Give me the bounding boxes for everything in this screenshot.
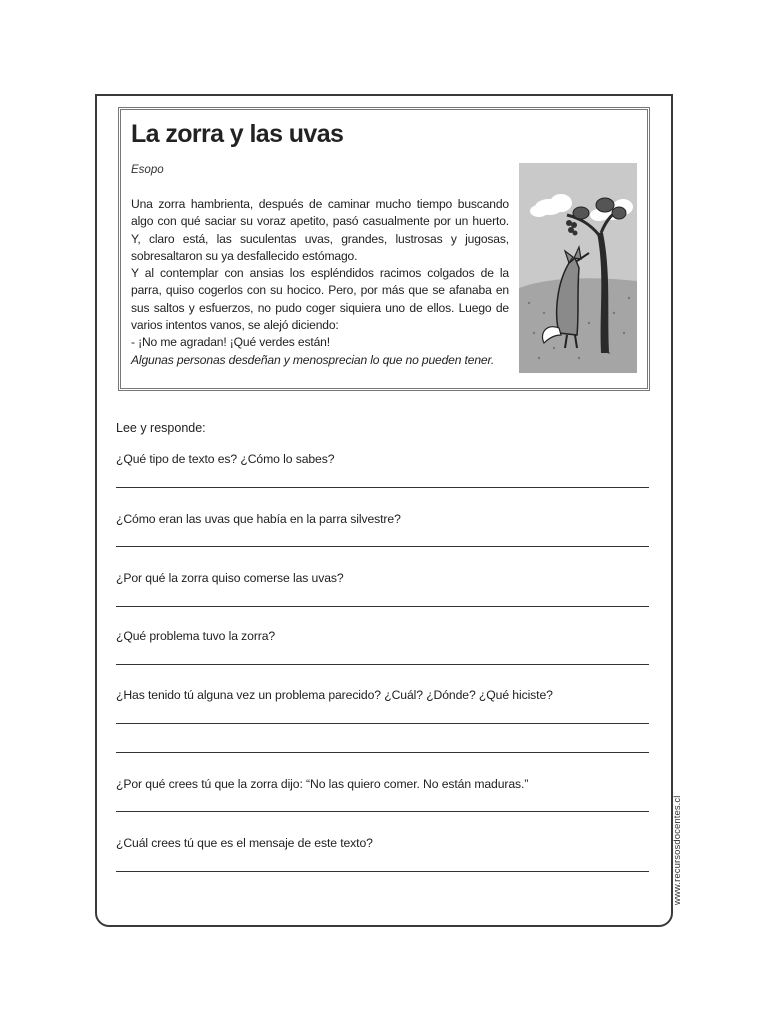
- story-title: La zorra y las uvas: [131, 120, 344, 148]
- watermark: www.recursosdocentes.cl: [672, 795, 683, 905]
- question-4: ¿Qué problema tuvo la zorra?: [116, 629, 276, 643]
- question-2: ¿Cómo eran las uvas que había en la parra silvestre?: [116, 512, 401, 526]
- answer-line-7[interactable]: [116, 871, 649, 872]
- answer-line-5b[interactable]: [116, 752, 649, 753]
- question-5: ¿Has tenido tú alguna vez un problema parecido? ¿Cuál? ¿Dónde? ¿Qué hiciste?: [116, 688, 553, 702]
- answer-line-2[interactable]: [116, 546, 649, 547]
- fox-and-grapes-illustration: [519, 163, 637, 373]
- story-author: Esopo: [131, 164, 164, 176]
- question-7: ¿Cuál crees tú que es el mensaje de este texto?: [116, 836, 373, 850]
- answer-line-6[interactable]: [116, 811, 649, 812]
- answer-line-1[interactable]: [116, 487, 649, 488]
- story-text: [131, 196, 509, 369]
- question-3: ¿Por qué la zorra quiso comerse las uvas?: [116, 571, 344, 585]
- story-paragraph-2: Y al contemplar con ansias los espléndidos racimos colgados de la parra, quiso cogerlos con su hocico. Pero, por más que se afanaba en sus saltos y esfuerzos, no pudo coger siquiera uno de ellos. Luego de varios intentos vanos, se alejó diciendo:: [131, 266, 509, 333]
- answer-line-4[interactable]: [116, 664, 649, 665]
- question-6: ¿Por qué crees tú que la zorra dijo: “No las quiero comer. No están maduras.”: [116, 777, 529, 791]
- question-1: ¿Qué tipo de texto es? ¿Cómo lo sabes?: [116, 452, 335, 466]
- story-paragraph-1: Una zorra hambrienta, después de caminar mucho tiempo buscando algo con qué saciar su voraz apetito, pasó casualmente por un huerto. Y, claro está, las suculentas uvas, grandes, lustrosas y jugosas, sobresaltaron su ya desfallecido estómago.: [131, 197, 509, 263]
- answer-line-3[interactable]: [116, 606, 649, 607]
- story-dialogue: - ¡No me agradan! ¡Qué verdes están!: [131, 335, 330, 350]
- story-moral: Algunas personas desdeñan y menosprecian lo que no pueden tener.: [131, 352, 495, 367]
- answer-line-5a[interactable]: [116, 723, 649, 724]
- instructions: Lee y responde:: [116, 421, 206, 435]
